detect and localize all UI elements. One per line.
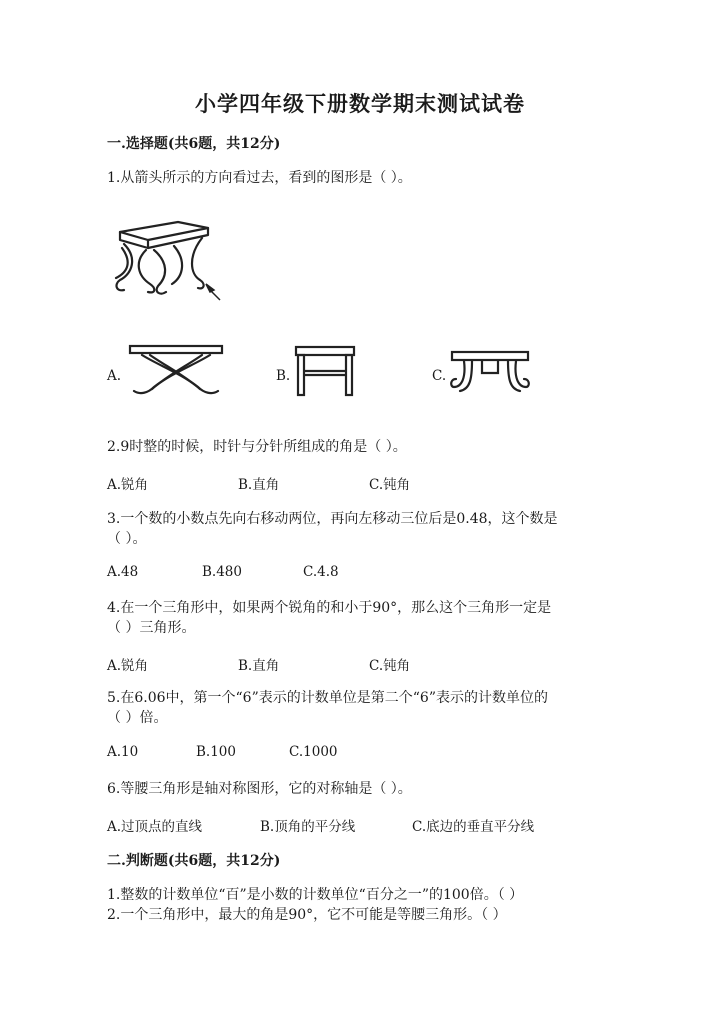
question-4-line-1: 4.在一个三角形中，如果两个锐角的和小于90°，那么这个三角形一定是 [107,600,552,616]
q5-option-a: A.10 [107,744,139,760]
q1-option-b-label: B. [276,368,291,384]
stool-figure [108,218,228,304]
q3-option-b: B.480 [202,564,242,580]
q5-option-b: B.100 [196,744,236,760]
judgement-question-1: 1.整数的计数单位“百”是小数的计数单位“百分之一”的100倍。（ ） [107,887,524,903]
q6-option-a: A.过顶点的直线 [107,819,203,835]
question-6: 6.等腰三角形是轴对称图形，它的对称轴是（ ）。 [107,781,412,797]
q4-option-b: B.直角 [238,658,280,674]
question-5-line-2: （ ）倍。 [107,710,168,726]
q1-option-a-label: A. [107,368,122,384]
option-a-figure [128,343,224,399]
q2-option-b: B.直角 [238,477,280,493]
q2-option-a: A.锐角 [107,477,149,493]
q3-option-a: A.48 [107,564,139,580]
section-heading-judgement: 二.判断题(共6题，共12分) [107,853,281,869]
q6-option-b: B.顶角的平分线 [260,819,356,835]
judgement-question-2: 2.一个三角形中，最大的角是90°，它不可能是等腰三角形。（ ） [107,907,507,923]
question-2: 2.9时整的时候，时针与分针所组成的角是（ ）。 [107,439,407,455]
q6-option-c: C.底边的垂直平分线 [412,819,535,835]
q5-option-c: C.1000 [289,744,338,760]
question-4-line-2: （ ）三角形。 [107,620,196,636]
section-heading-choice: 一.选择题(共6题，共12分) [107,136,281,152]
q4-option-c: C.钝角 [369,658,411,674]
q1-option-c-label: C. [432,368,447,384]
question-3-line-1: 3.一个数的小数点先向右移动两位，再向左移动三位后是0.48，这个数是 [107,511,558,527]
page-title: 小学四年级下册数学期末测试试卷 [195,91,525,116]
q2-option-c: C.钝角 [369,477,411,493]
option-c-figure [450,349,530,395]
question-1: 1.从箭头所示的方向看过去，看到的图形是（ ）。 [107,170,412,186]
question-5-line-1: 5.在6.06中，第一个“6”表示的计数单位是第二个“6”表示的计数单位的 [107,690,548,706]
question-3-line-2: （ ）。 [107,531,147,547]
option-b-figure [294,345,356,397]
q4-option-a: A.锐角 [107,658,149,674]
q3-option-c: C.4.8 [303,564,339,580]
